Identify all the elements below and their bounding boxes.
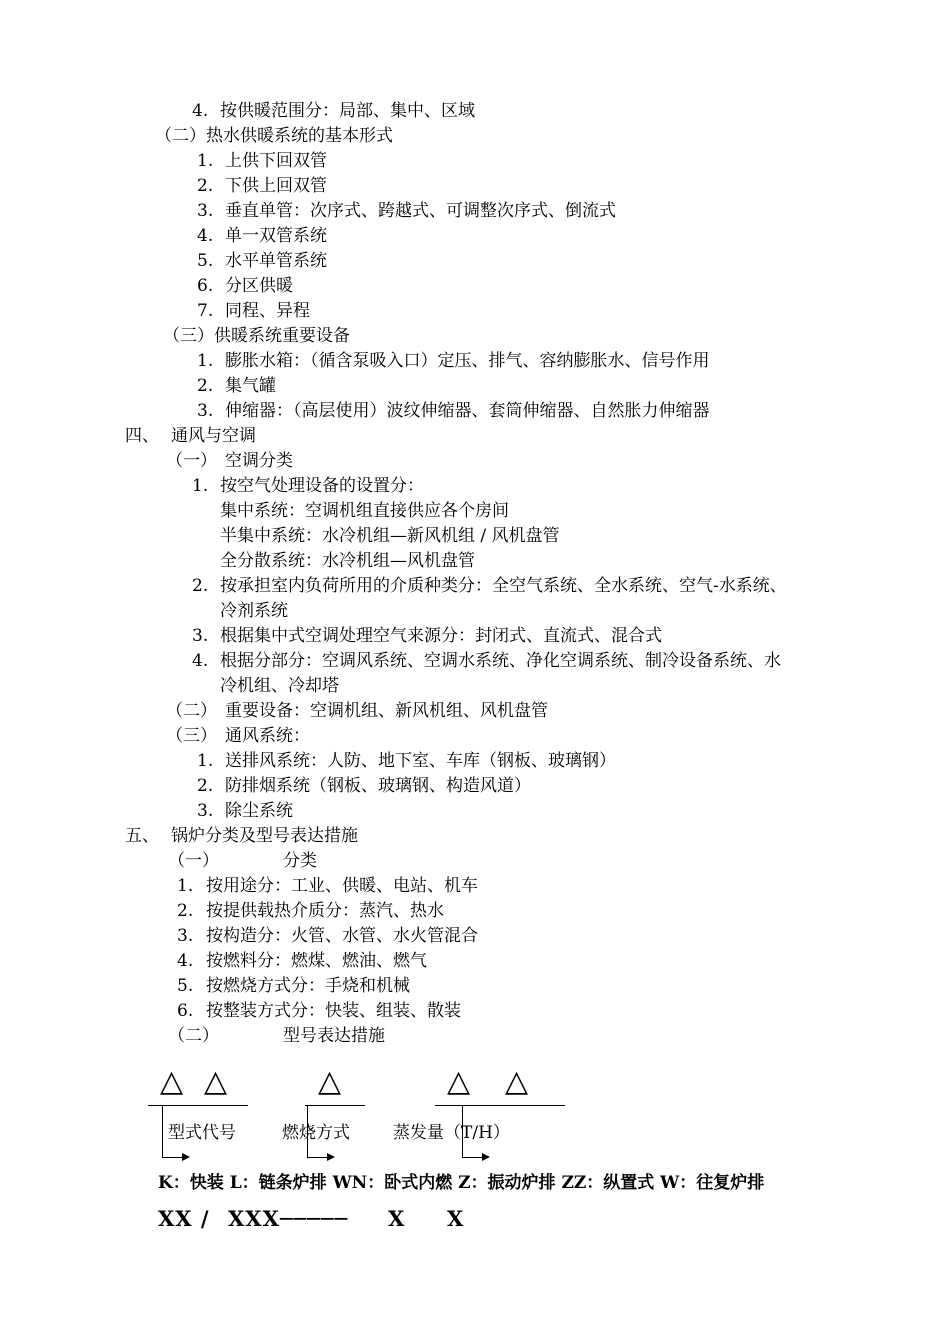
triangle-icon: △ [447,1064,471,1099]
list-subline: 全分散系统：水冷机组—风机盘管 [220,551,475,571]
list-number: 6. [177,1001,194,1021]
section-title: 重要设备：空调机组、新风机组、风机盘管 [225,701,548,721]
list-number: 3. [192,626,209,646]
section-number: （一） [166,451,217,471]
arrow-right-icon [482,1153,490,1161]
arrow-right-icon [327,1153,335,1161]
list-item [177,1000,461,1022]
list-number: 3. [197,801,214,821]
list-number: 2. [197,776,214,796]
arrow-right-icon [182,1153,190,1161]
chapter-heading [125,425,256,447]
list-text: 分区供暖 [225,276,293,296]
section-title: 通风系统： [225,726,310,746]
list-number: 2. [177,901,194,921]
list-number: 4. [197,226,214,246]
list-number: 2. [197,376,214,396]
list-item [192,475,424,497]
section-number: （二） [168,1026,219,1046]
chapter-number: 四、 [125,426,159,446]
chapter-title: 通风与空调 [171,426,256,446]
list-subline: 集中系统：空调机组直接供应各个房间 [220,501,509,521]
triangle-icon: △ [318,1064,342,1099]
underline [148,1105,248,1106]
list-item [197,800,293,822]
list-number: 3. [197,401,214,421]
list-text: 同程、异程 [225,301,310,321]
list-item [197,375,276,397]
section-heading [166,725,310,747]
list-item [197,200,616,222]
code-part: X [447,1206,465,1231]
list-subline: 冷剂系统 [220,601,288,621]
list-number: 1. [192,476,209,496]
list-item [192,650,781,672]
list-number: 5. [197,251,214,271]
connector-line [162,1157,182,1158]
list-subline: 冷机组、冷却塔 [220,676,339,696]
list-item [177,975,410,997]
list-item [197,225,327,247]
list-number: 1. [177,876,194,896]
section-heading: （二）热水供暖系统的基本形式 [155,126,393,146]
list-text: 垂直单管：次序式、跨越式、可调整次序式、倒流式 [225,201,616,221]
chapter-number: 五、 [125,826,159,846]
list-text: 根据分部分：空调风系统、空调水系统、净化空调系统、制冷设备系统、水 [220,651,781,671]
list-number: 4. [192,651,209,671]
section-number: （三） [166,726,217,746]
list-number: 2. [192,576,209,596]
list-number: 1. [197,151,214,171]
label-combustion-mode: 燃烧方式 [282,1123,350,1143]
triangle-icon: △ [160,1064,184,1099]
list-subline: 半集中系统：水冷机组—新风机组 / 风机盘管 [220,526,560,546]
connector-line [162,1105,163,1157]
list-text: 水平单管系统 [225,251,327,271]
list-number: 3. [177,926,194,946]
list-number: 4. [177,951,194,971]
code-legend: K：快装 L：链条炉排 WN：卧式内燃 Z：振动炉排 ZZ：纵置式 W：往复炉排 [158,1173,765,1193]
list-item [177,875,478,897]
underline [435,1105,565,1106]
section-heading [168,850,317,872]
list-text: 按提供载热介质分：蒸汽、热水 [206,901,444,921]
triangle-icon: △ [204,1064,228,1099]
section-number: （一） [168,851,219,871]
list-number: 1. [197,751,214,771]
section-title: 型号表达措施 [283,1026,385,1046]
section-heading [166,450,293,472]
list-text: 伸缩器：（高层使用）波纹伸缩器、套筒伸缩器、自然胀力伸缩器 [225,401,710,421]
list-text: 按承担室内负荷所用的介质种类分：全空气系统、全水系统、空气-水系统、 [220,576,787,596]
list-text: 按构造分：火管、水管、水火管混合 [206,926,478,946]
list-number: 5. [177,976,194,996]
list-text: 除尘系统 [225,801,293,821]
section-number: （二） [166,701,217,721]
section-heading: （三）供暖系统重要设备 [163,326,350,346]
list-item [197,275,293,297]
code-part: X [388,1206,406,1231]
list-text: 集气罐 [225,376,276,396]
list-text: 单一双管系统 [225,226,327,246]
list-text: 按燃烧方式分：手烧和机械 [206,976,410,996]
list-item [197,400,710,422]
list-item [197,750,616,772]
list-item [177,900,444,922]
chapter-heading [125,825,358,847]
list-item [177,925,478,947]
list-item [192,575,787,597]
list-text: 按燃料分：燃煤、燃油、燃气 [206,951,427,971]
list-number: 6. [197,276,214,296]
section-heading [168,1025,385,1047]
list-text: 下供上回双管 [225,176,327,196]
list-item [197,775,531,797]
list-text: 按整装方式分：快装、组装、散装 [206,1001,461,1021]
list-item [197,175,327,197]
list-text: 按供暖范围分：局部、集中、区域 [220,101,475,121]
list-item [197,150,327,172]
list-text: 防排烟系统（钢板、玻璃钢、构造风道） [225,776,531,796]
list-item [197,350,710,372]
list-number: 3. [197,201,214,221]
list-text: 按用途分：工业、供暖、电站、机车 [206,876,478,896]
list-item [192,100,475,122]
label-evaporation: 蒸发量（T/H） [393,1123,510,1143]
list-number: 1. [197,351,214,371]
list-number: 7. [197,301,214,321]
list-text: 膨胀水箱：（循含泵吸入口）定压、排气、容纳膨胀水、信号作用 [225,351,710,371]
underline [305,1105,365,1106]
section-title: 分类 [283,851,317,871]
connector-line [307,1157,327,1158]
list-item [192,625,662,647]
chapter-title: 锅炉分类及型号表达措施 [171,826,358,846]
list-item [177,950,427,972]
list-text: 根据集中式空调处理空气来源分：封闭式、直流式、混合式 [220,626,662,646]
list-number: 4. [192,101,209,121]
label-type-code: 型式代号 [168,1123,236,1143]
list-text: 送排风系统：人防、地下室、车库（钢板、玻璃钢） [225,751,616,771]
list-text: 按空气处理设备的设置分： [220,476,424,496]
triangle-icon: △ [505,1064,529,1099]
list-text: 上供下回双管 [225,151,327,171]
section-heading [166,700,548,722]
connector-line [462,1157,482,1158]
list-item [197,250,327,272]
list-number: 2. [197,176,214,196]
code-part: XX / [158,1206,210,1231]
list-item [197,300,310,322]
section-title: 空调分类 [225,451,293,471]
code-part: XXX───── [228,1206,349,1231]
